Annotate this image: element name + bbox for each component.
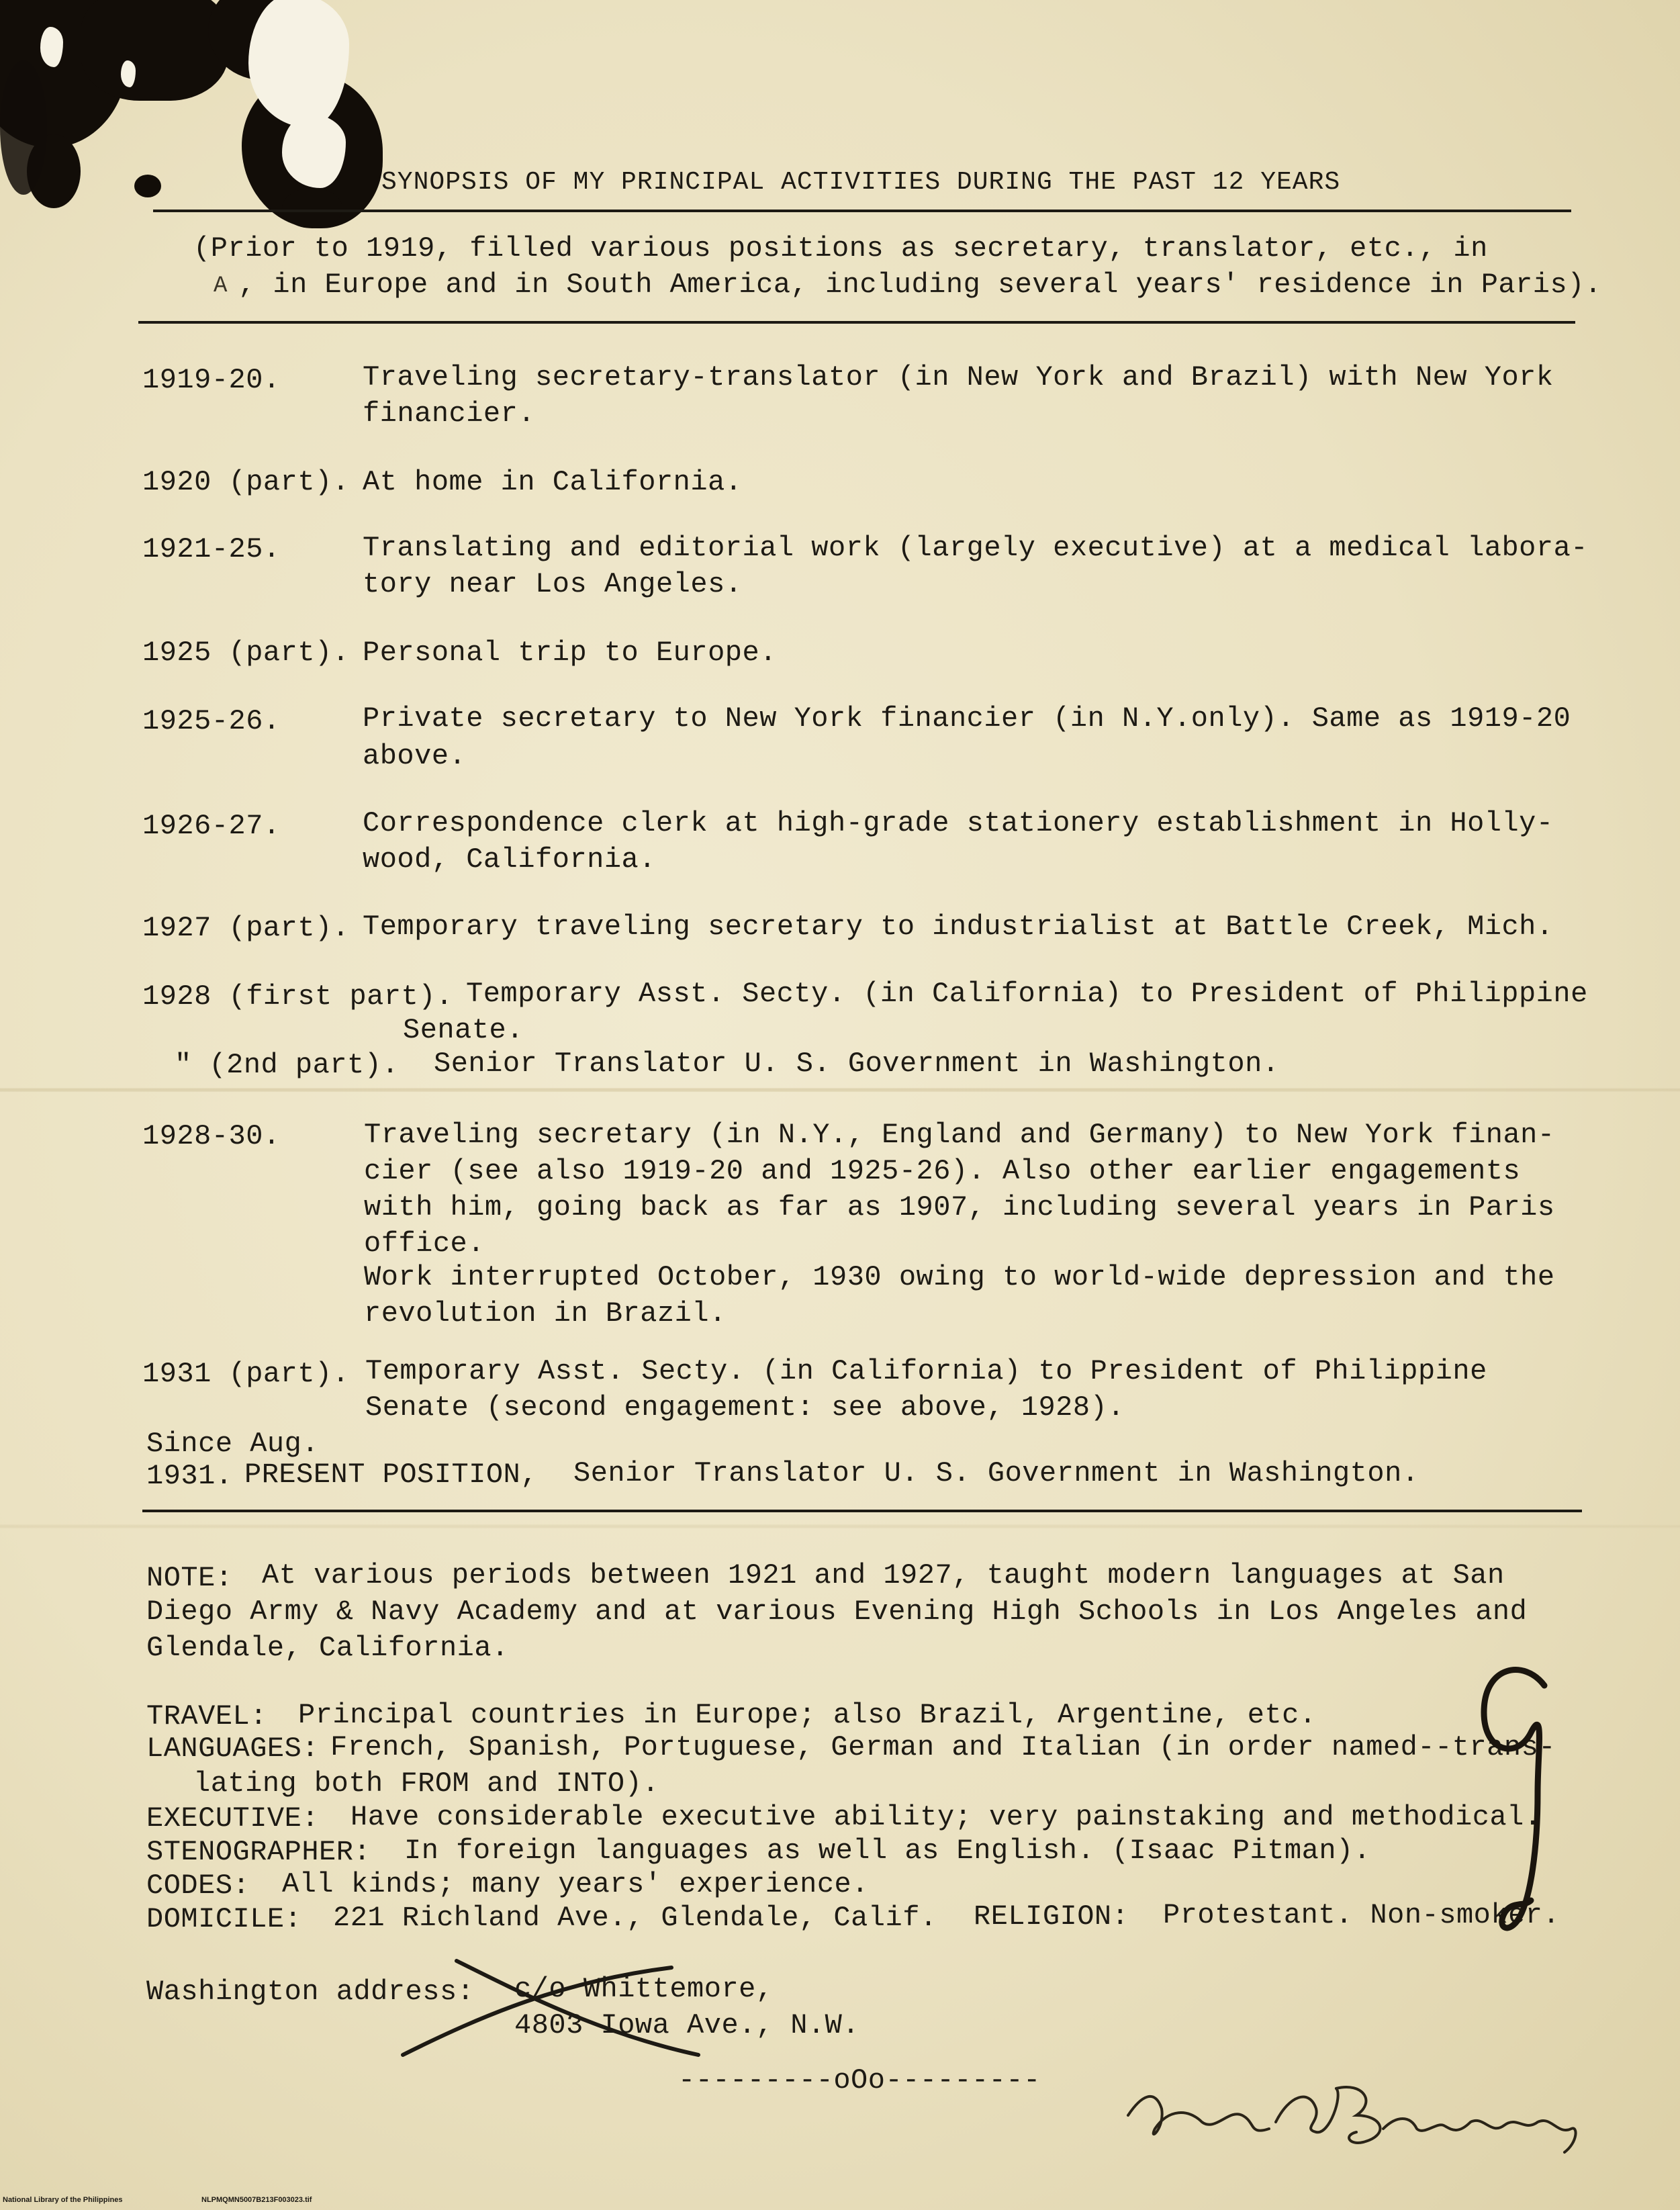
- entry-text: Senate (second engagement: see above, 1928).: [365, 1391, 1125, 1424]
- entry-year: 1931 (part).: [142, 1358, 350, 1390]
- address-line: 4803 Iowa Ave., N.W.: [514, 2009, 860, 2041]
- divider: [138, 321, 1575, 324]
- entry-text: Correspondence clerk at high-grade stationery establishment in Holly-: [363, 807, 1554, 839]
- languages-text: French, Spanish, Portuguese, German and Italian (in order named--trans-: [330, 1731, 1556, 1763]
- executive-label: EXECUTIVE:: [146, 1802, 320, 1835]
- codes-text: All kinds; many years' experience.: [282, 1868, 869, 1900]
- document-title: SYNOPSIS OF MY PRINCIPAL ACTIVITIES DURING THE PAST 12 YEARS: [381, 168, 1341, 197]
- entry-text: cier (see also 1919-20 and 1925-26). Also other earlier engagements: [364, 1155, 1521, 1187]
- address-label: Washington address:: [146, 1976, 475, 2008]
- entry-text: Work interrupted October, 1930 owing to world-wide depression and the: [364, 1261, 1555, 1293]
- present-text: Senior Translator U. S. Government in Washington.: [573, 1457, 1419, 1489]
- handwritten-mark-icon: [1444, 1659, 1578, 1941]
- entry-year: 1919-20.: [142, 364, 281, 396]
- entry-text: with him, going back as far as 1907, including several years in Paris: [364, 1191, 1555, 1224]
- entry-text: Temporary Asst. Secty. (in California) to President of Philippine: [365, 1355, 1487, 1387]
- entry-year: 1921-25.: [142, 533, 281, 565]
- entry-text: Senior Translator U. S. Government in Washington.: [434, 1048, 1280, 1080]
- entry-text: Traveling secretary (in N.Y., England and Germany) to New York finan-: [364, 1119, 1555, 1151]
- archive-institution: National Library of the Philippines: [3, 2196, 123, 2204]
- entry-text: financier.: [363, 398, 536, 430]
- entry-text: office.: [364, 1228, 485, 1260]
- strikethrough-mark: [389, 1954, 712, 2068]
- travel-text: Principal countries in Europe; also Brazil, Argentine, etc.: [298, 1699, 1317, 1731]
- divider: [142, 1510, 1582, 1512]
- entry-text: Senate.: [403, 1014, 524, 1046]
- present-label: PRESENT POSITION,: [244, 1459, 538, 1491]
- note-text: Glendale, California.: [146, 1632, 509, 1664]
- paper-fold: [0, 1088, 1680, 1092]
- signature: [1115, 2068, 1598, 2156]
- languages-label: LANGUAGES:: [146, 1733, 320, 1765]
- religion-label: RELIGION:: [974, 1900, 1129, 1933]
- closing-rule: ---------oOo---------: [678, 2064, 1041, 2097]
- executive-text: Have considerable executive ability; very painstaking and methodical.: [351, 1801, 1542, 1833]
- entry-text: Personal trip to Europe.: [363, 637, 777, 669]
- entry-text: wood, California.: [363, 843, 656, 876]
- travel-label: TRAVEL:: [146, 1700, 267, 1733]
- codes-label: CODES:: [146, 1870, 250, 1902]
- entry-year: 1927 (part).: [142, 912, 350, 944]
- entry-text: Temporary traveling secretary to industrialist at Battle Creek, Mich.: [363, 911, 1554, 943]
- stenographer-label: STENOGRAPHER:: [146, 1836, 371, 1868]
- note-label: NOTE:: [146, 1562, 233, 1594]
- languages-text: lating both FROM and INTO).: [193, 1767, 660, 1800]
- stenographer-text: In foreign languages as well as English. (Isaac Pitman).: [404, 1835, 1371, 1867]
- note-text: At various periods between 1921 and 1927, taught modern languages at San: [262, 1559, 1505, 1592]
- entry-text: At home in California.: [363, 466, 743, 498]
- entry-text: tory near Los Angeles.: [363, 568, 743, 600]
- entry-text: Translating and editorial work (largely executive) at a medical labora-: [363, 532, 1588, 564]
- note-text: Diego Army & Navy Academy and at various Evening High Schools in Los Angeles and: [146, 1596, 1528, 1628]
- entry-year: 1925-26.: [142, 705, 281, 737]
- entry-text: Private secretary to New York financier (in N.Y.only). Same as 1919-20: [363, 702, 1571, 735]
- address-line: c/o Whittemore,: [514, 1973, 774, 2005]
- domicile-label: DOMICILE:: [146, 1903, 302, 1935]
- divider: [153, 210, 1571, 212]
- entry-text: Traveling secretary-translator (in New York and Brazil) with New York: [363, 361, 1554, 394]
- entry-year: 1925 (part).: [142, 637, 350, 669]
- present-year: 1931.: [146, 1460, 233, 1492]
- entry-text: revolution in Brazil.: [364, 1297, 727, 1330]
- intro-fragment: A: [214, 273, 228, 299]
- paper-fold: [0, 1524, 1680, 1528]
- archive-file: NLPMQMN5007B213F003023.tif: [201, 2196, 312, 2204]
- entry-text: above.: [363, 740, 467, 772]
- entry-text: Temporary Asst. Secty. (in California) to President of Philippine: [466, 978, 1588, 1010]
- entry-year: 1920 (part).: [142, 466, 350, 498]
- domicile-text: 221 Richland Ave., Glendale, Calif.: [333, 1902, 937, 1934]
- entry-year: 1928 (first part).: [142, 980, 453, 1013]
- intro-line: (Prior to 1919, filled various positions as secretary, translator, etc., in: [193, 232, 1488, 265]
- entry-year: 1926-27.: [142, 810, 281, 842]
- religion-text: Protestant. Non-smoker.: [1163, 1899, 1560, 1931]
- entry-year: 1928-30.: [142, 1120, 281, 1152]
- intro-line: , in Europe and in South America, including several years' residence in Paris).: [238, 269, 1602, 301]
- entry-year: " (2nd part).: [175, 1049, 400, 1081]
- since-label: Since Aug.: [146, 1428, 320, 1460]
